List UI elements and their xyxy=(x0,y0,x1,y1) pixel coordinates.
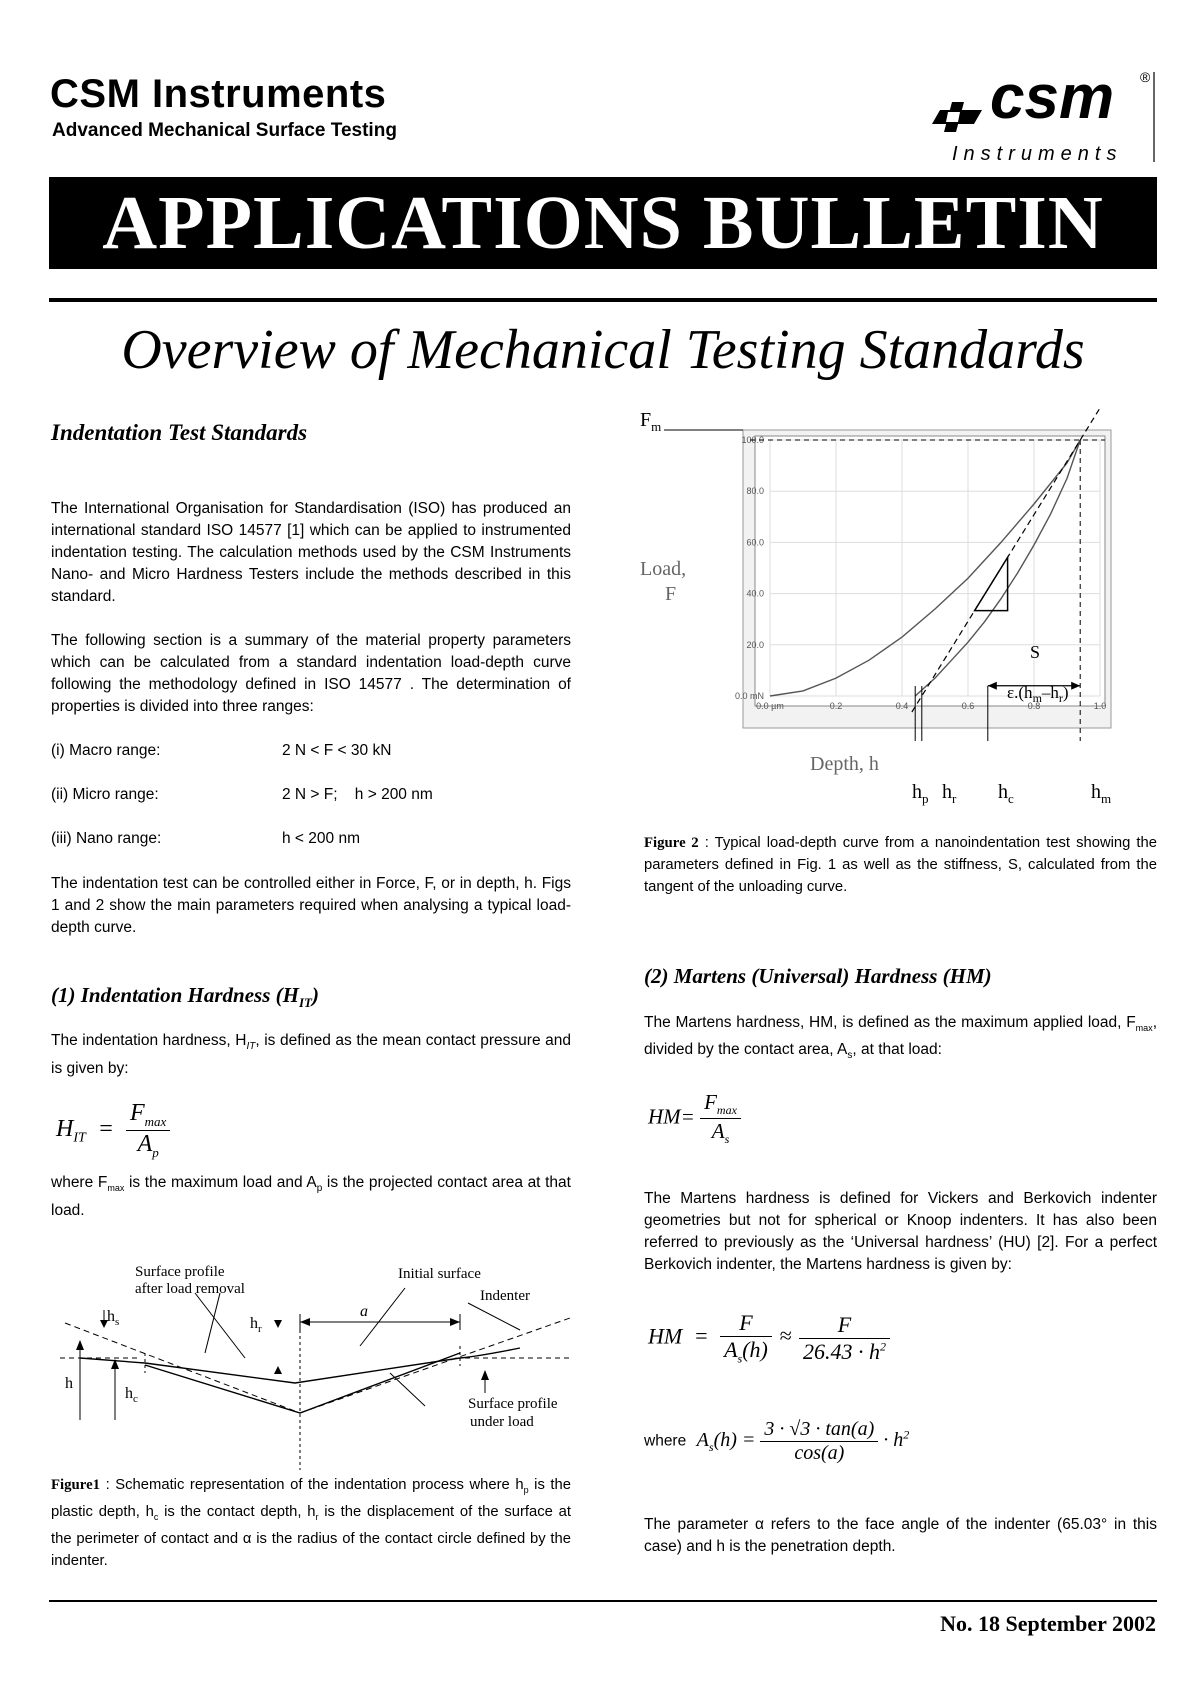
chart-plot-area xyxy=(755,436,1105,706)
hit-section-title xyxy=(51,983,319,1011)
fig1-label-hs: $h_s$ xyxy=(107,1308,120,1328)
bottom-rule xyxy=(49,1600,1157,1602)
hit-formula-num: F xyxy=(130,1100,145,1126)
fig1-label-surface-after2: after load removal xyxy=(135,1281,245,1297)
hm-formula2-eq: = xyxy=(693,1323,709,1349)
summary-paragraph: The following section is a summary of the material property parameters which can be calculated from a standard indentation load-depth curve following the methodology defined in ISO 14577 . The determination of properties is divided into three ranges: xyxy=(51,632,571,715)
as-formula-lhs-sub: s xyxy=(708,1440,714,1455)
logo-mark: csm xyxy=(990,63,1115,132)
hm-paragraph xyxy=(644,1012,1157,1067)
x-tick-label: 0.4 xyxy=(895,701,909,711)
hit-paragraph xyxy=(51,1030,571,1080)
csm-logo xyxy=(930,62,1165,172)
parameter-paragraph: The parameter α refers to the face angle of the indenter (65.03° in this case) and h is the penetration depth. xyxy=(644,1516,1157,1555)
hit-formula xyxy=(56,1100,170,1161)
fig1-cap-sub1: p xyxy=(523,1484,529,1495)
hm-label: $h_m$ xyxy=(1091,781,1112,806)
intro-paragraph: The International Organisation for Standardisation (ISO) has produced an international standard ISO 14577 [1] which can be applied to instrumented indentation testing. The calculation methods used by the CSM Instruments Nano- and Micro Hardness Testers include the methods described in this standard. xyxy=(51,500,571,605)
where-sub2: p xyxy=(316,1183,323,1195)
range-nano-label: (iii) Nano range: xyxy=(51,830,162,847)
as-formula-line xyxy=(644,1418,1157,1465)
x-tick-label: 0.0 µm xyxy=(756,701,784,711)
hm-formula2-num2: F xyxy=(799,1312,890,1339)
fig1-label-initial: Initial surface xyxy=(398,1266,481,1282)
hit-formula-lhs-sub: IT xyxy=(73,1130,86,1146)
fig1-cap-c: is the contact depth, h xyxy=(158,1503,316,1520)
as-formula-lhs-end: (h) = xyxy=(713,1429,756,1452)
hm-formula1-fraction xyxy=(700,1090,741,1147)
hm-formula1-num-sub: max xyxy=(716,1103,737,1118)
figure2-svg xyxy=(640,390,1165,810)
fig1-label-hr: $h_r$ xyxy=(250,1315,262,1335)
hm-formula2-approx: ≈ xyxy=(779,1323,792,1349)
hm-para-a: The Martens hardness, HM, is defined as the maximum applied load, F xyxy=(644,1014,1136,1031)
hit-formula-den: A xyxy=(137,1130,153,1157)
x-tick-label: 0.6 xyxy=(961,701,975,711)
range-micro-value: 2 N > F; h > 200 nm xyxy=(282,786,433,803)
figure2-caption-label: Figure 2 xyxy=(644,835,699,851)
where-a: where F xyxy=(51,1174,108,1191)
company-tagline: Advanced Mechanical Surface Testing xyxy=(52,120,397,141)
hm-section-title: (2) Martens (Universal) Hardness (HM) xyxy=(644,964,992,988)
hm-formula2-den1: A xyxy=(724,1337,738,1362)
fig1-cap-a: : Schematic representation of the indentation process where h xyxy=(100,1477,524,1493)
hit-title-text: (1) Indentation Hardness (H xyxy=(51,983,299,1007)
hit-formula-num-sub: max xyxy=(144,1113,167,1129)
hm-formula2-fraction2 xyxy=(799,1312,890,1365)
figure1-caption xyxy=(51,1474,571,1572)
issue-footer: No. 18 September 2002 xyxy=(940,1611,1156,1636)
fig1-label-hc: $h_c$ xyxy=(125,1385,138,1405)
range-macro-value: 2 N < F < 30 kN xyxy=(282,742,392,759)
hit-para-sub: IT xyxy=(246,1041,256,1053)
x-tick-label: 0.2 xyxy=(829,701,843,711)
hm-formula2-den2-sup: 2 xyxy=(879,1339,886,1354)
hp-label: $h_p$ xyxy=(912,781,929,806)
y-tick-label: 40.0 xyxy=(746,588,764,599)
fig1-label-surface-under2: under load xyxy=(470,1414,534,1430)
y-tick-label: 80.0 xyxy=(746,486,764,497)
as-formula-den: cos(a) xyxy=(794,1442,845,1464)
hit-formula-lhs: H xyxy=(56,1115,74,1142)
hm-formula2-den1-end: (h) xyxy=(742,1337,768,1362)
as-formula-tail-sup: 2 xyxy=(903,1427,910,1442)
hm-formula2-den2: 26.43 · h xyxy=(802,1338,880,1364)
hm-para-sub1: max xyxy=(1135,1023,1153,1034)
document-title: Overview of Mechanical Testing Standards xyxy=(121,319,1085,381)
hit-formula-eq: = xyxy=(97,1115,114,1142)
ylabel-line2: F xyxy=(665,583,677,605)
hit-title-sub: IT xyxy=(298,995,312,1011)
figure1-schematic xyxy=(60,1258,580,1473)
hit-where-text xyxy=(51,1172,571,1222)
hm-formula1 xyxy=(648,1090,741,1147)
as-formula xyxy=(696,1418,910,1464)
hm-formula1-den-sub: s xyxy=(724,1132,730,1147)
fig1-cap-d: is the displacement of the surface at the perimeter of contact and α is the radius of the contact circle defined by the indenter. xyxy=(51,1503,571,1569)
section-title: Indentation Test Standards xyxy=(51,420,308,445)
hm-formula1-num: F xyxy=(704,1090,717,1114)
hm-formula2 xyxy=(648,1310,890,1366)
x-tick-label: 1.0 xyxy=(1093,701,1107,711)
fig1-label-surface-under: Surface profile xyxy=(468,1396,558,1412)
hm-paragraph2: The Martens hardness is defined for Vickers and Berkovich indenter geometries but not for spherical or Knoop indenters. It has also been referred to previously as the ‘Universal hardness’ (HU) [2]. For a perfect Berkovich indenter, the Martens hardness is given by: xyxy=(644,1190,1157,1273)
as-formula-tail: · h xyxy=(883,1429,904,1452)
fig1-label-h: h xyxy=(65,1375,73,1392)
figure2-caption xyxy=(644,832,1157,898)
hit-para-b: , is defined as the mean contact pressure and is given by: xyxy=(51,1032,571,1078)
ylabel-line1: Load, xyxy=(640,558,687,580)
y-tick-label: 100.0 xyxy=(741,435,764,445)
top-rule xyxy=(49,298,1157,302)
fig2-cap-text: : Typical load-depth curve from a nanoindentation test showing the parameters defined in Fig. 1 as well as the stiffness, S, calculated from the tangent of the unloading curve. xyxy=(644,835,1157,895)
y-tick-label: 20.0 xyxy=(746,639,764,650)
logo-registered: ® xyxy=(1140,69,1151,85)
figure2-chart xyxy=(640,390,1165,810)
control-paragraph: The indentation test can be controlled either in Force, F, or in depth, h. Figs 1 and 2 show the main parameters required when analysing a typical load-depth curve. xyxy=(51,875,571,936)
where-b: is the maximum load and A xyxy=(124,1174,317,1191)
y-tick-label: 60.0 xyxy=(746,537,764,548)
hm-formula2-lhs: HM xyxy=(648,1323,683,1349)
fig1-label-surface-after: Surface profile xyxy=(135,1264,225,1280)
y-tick-label: 0.0 mN xyxy=(734,691,764,701)
xlabel: Depth, h xyxy=(810,753,879,775)
fig1-cap-b: is the plastic depth, h xyxy=(51,1477,571,1520)
figure1-svg xyxy=(60,1258,580,1473)
hit-formula-fraction xyxy=(126,1100,170,1161)
hr-label: $h_r$ xyxy=(942,781,957,806)
as-formula-lhs: A xyxy=(696,1429,709,1452)
hm-formula2-den1-sub: s xyxy=(737,1351,743,1366)
figure1-caption-label: Figure1 xyxy=(51,1477,101,1493)
where-c: is the projected contact area at that load. xyxy=(51,1174,571,1220)
company-name: CSM Instruments xyxy=(50,72,387,116)
hm-formula1-eq: = xyxy=(680,1104,695,1129)
range-micro-label: (ii) Micro range: xyxy=(51,786,159,803)
hm-para-sub2: s xyxy=(847,1050,853,1062)
as-formula-fraction xyxy=(760,1418,878,1465)
range-macro-label: (i) Macro range: xyxy=(51,742,161,759)
as-formula-num: 3 · √3 · tan(a) xyxy=(760,1418,878,1442)
stiffness-label: S xyxy=(1030,642,1041,662)
hm-formula2-fraction1 xyxy=(720,1310,772,1366)
fig1-cap-sub3: r xyxy=(315,1511,319,1522)
hit-formula-den-sub: p xyxy=(152,1144,159,1160)
range-nano-value: h < 200 nm xyxy=(282,830,360,847)
hm-para-b: , divided by the contact area, A xyxy=(644,1014,1157,1059)
hm-formula1-den: A xyxy=(711,1119,725,1144)
logo-sub: Instruments xyxy=(952,143,1123,165)
banner-title: APPLICATIONS BULLETIN xyxy=(102,181,1104,265)
x-tick-label: 0.8 xyxy=(1027,701,1041,711)
fig1-cap-sub2: c xyxy=(153,1511,159,1522)
fm-label: $F_m$ xyxy=(640,409,662,434)
fig1-label-indenter: Indenter xyxy=(480,1288,530,1304)
csm-logo-graphic xyxy=(930,62,1165,172)
fig1-label-a: a xyxy=(360,1303,368,1320)
hc-label: $h_c$ xyxy=(998,781,1014,806)
epsilon-label: $\varepsilon.(h_m-h_r)$ xyxy=(1007,683,1069,705)
where-sub1: max xyxy=(107,1183,125,1194)
hm-formula1-lhs: HM xyxy=(648,1104,681,1129)
hm-para-c: , at that load: xyxy=(852,1041,942,1059)
hit-title-end: ) xyxy=(311,983,319,1007)
hm-formula2-num1: F xyxy=(720,1310,772,1337)
hit-para-a: The indentation hardness, H xyxy=(51,1032,247,1049)
where2-label: where xyxy=(644,1432,687,1450)
